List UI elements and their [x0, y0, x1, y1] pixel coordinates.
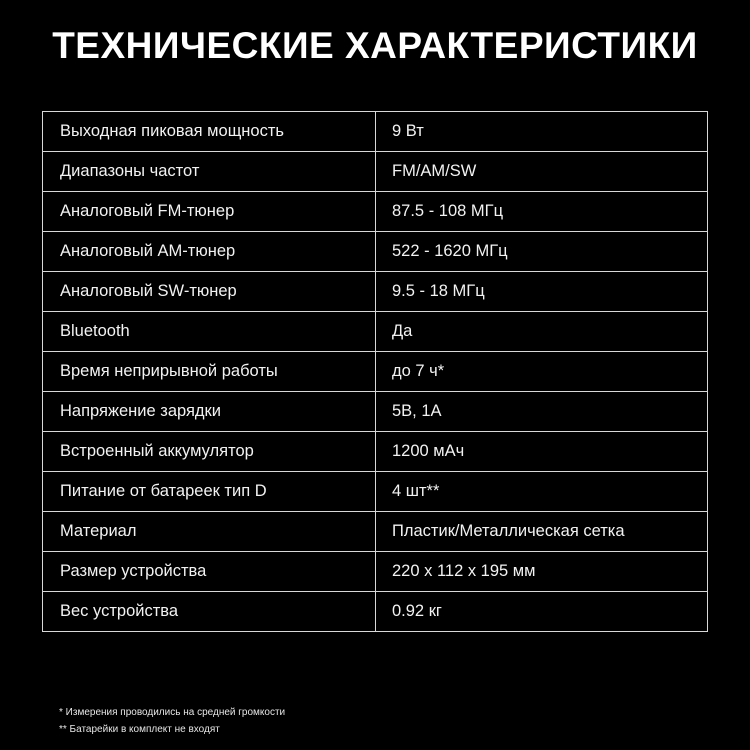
spec-param: Аналоговый SW-тюнер — [43, 272, 376, 312]
table-row — [43, 192, 708, 232]
table-row — [43, 552, 708, 592]
footnote-volume: * Измерения проводились на средней громкости — [59, 707, 286, 718]
table-row — [43, 592, 708, 632]
spec-value: 220 x 112 x 195 мм — [376, 552, 708, 592]
spec-param: Размер устройства — [43, 552, 376, 592]
spec-value: FM/AM/SW — [376, 152, 708, 192]
spec-value: 9.5 - 18 МГц — [376, 272, 708, 312]
spec-table — [42, 111, 708, 632]
table-row — [43, 352, 708, 392]
table-row — [43, 472, 708, 512]
spec-value: 0.92 кг — [376, 592, 708, 632]
footnotes — [59, 704, 285, 738]
table-row — [43, 392, 708, 432]
spec-value: 1200 мАч — [376, 432, 708, 472]
spec-value: 87.5 - 108 МГц — [376, 192, 708, 232]
spec-param: Bluetooth — [43, 312, 376, 352]
spec-param: Материал — [43, 512, 376, 552]
spec-param: Питание от батареек тип D — [43, 472, 376, 512]
spec-param: Время неприрывной работы — [43, 352, 376, 392]
table-row — [43, 112, 708, 152]
spec-param: Выходная пиковая мощность — [43, 112, 376, 152]
spec-value: Пластик/Металлическая сетка — [376, 512, 708, 552]
spec-value: 4 шт** — [376, 472, 708, 512]
spec-value: 522 - 1620 МГц — [376, 232, 708, 272]
table-row — [43, 432, 708, 472]
table-row — [43, 272, 708, 312]
spec-param: Вес устройства — [43, 592, 376, 632]
page-title: ТЕХНИЧЕСКИЕ ХАРАКТЕРИСТИКИ — [52, 25, 698, 66]
spec-value: 9 Вт — [376, 112, 708, 152]
table-row — [43, 152, 708, 192]
table-row — [43, 512, 708, 552]
spec-value: до 7 ч* — [376, 352, 708, 392]
table-row — [43, 232, 708, 272]
spec-param: Диапазоны частот — [43, 152, 376, 192]
spec-value: Да — [376, 312, 708, 352]
spec-param: Напряжение зарядки — [43, 392, 376, 432]
spec-param: Аналоговый AM-тюнер — [43, 232, 376, 272]
footnote-batteries: ** Батарейки в комплект не входят — [59, 724, 220, 735]
spec-param: Встроенный аккумулятор — [43, 432, 376, 472]
table-row — [43, 312, 708, 352]
spec-param: Аналоговый FM-тюнер — [43, 192, 376, 232]
spec-value: 5В, 1А — [376, 392, 708, 432]
